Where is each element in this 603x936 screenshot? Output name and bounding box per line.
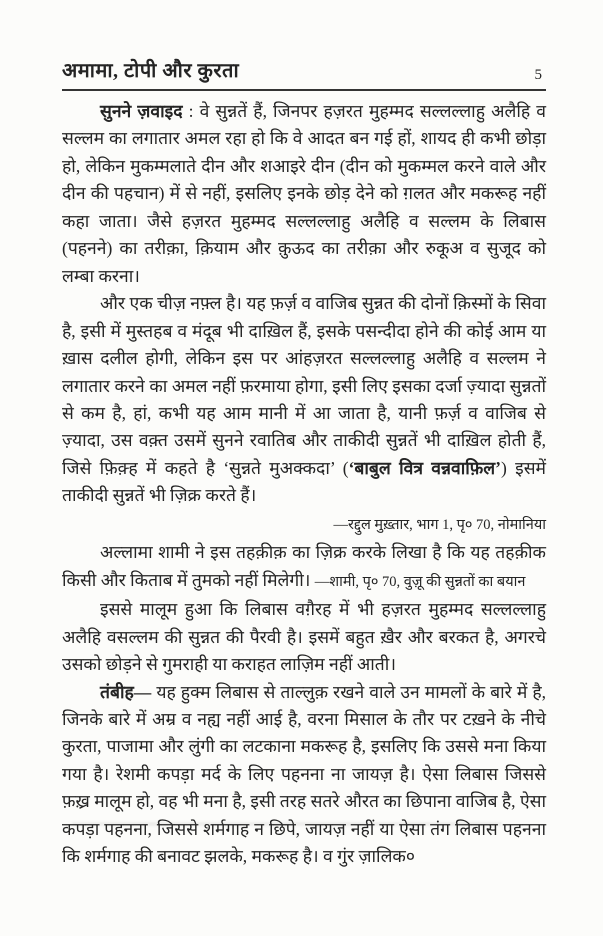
running-title: अमामा, टोपी और कुरता <box>62 60 240 82</box>
paragraph-text: और एक चीज़ नफ़्ल है। यह फ़र्ज़ व वाजिब सुन्नत की दोनों क़िस्मों के सिवा है, इसी में मुस्तहब व मंदूब भी दाख़िल हैं, इसके पसन्दीदा होने की कोई आम या ख़ास दलील होगी, लेकिन इस पर आंहज़रत सल्लल्लाहु अलैहि व सल्लम ने लगातार करने का अमल नहीं फ़रमाया होगा, इसी लिए इसका दर्जा ज़्यादा सुन्नतों से कम है, हां, कभी यह आम मानी में आ जाता है, यानी फ़र्ज़ व वाजिब से ज़्यादा, उस वक़्त उसमें सुनने रवातिब और ताकीदी सुन्नतें भी दाख़िल होती हैं, जिसे फ़िक़्ह में कहते है ‘सुन्नते मुअक्कदा’ ( <box>62 293 546 478</box>
page-body <box>62 98 546 871</box>
citation-inline-text: —शामी, पृ० 70, वुज़ू की सुन्नतों का बयान <box>314 573 526 590</box>
citation-text: —रद्दुल मुख़्तार, भाग 1, पृ० 70, नोमानिया <box>333 516 546 533</box>
paragraph-lead-term: तंबीह— <box>100 681 152 702</box>
page-header <box>62 58 546 84</box>
header-rule <box>62 89 546 91</box>
paragraph-maloom-hua <box>62 596 546 678</box>
paragraph-text: अल्लामा शामी ने इस तहक़ीक़ का ज़िक्र करके लिखा है कि यह तहक़ीक किसी और किताब में तुमको नहीं मिलेगी। <box>62 542 546 590</box>
citation-raddul-mukhtar <box>62 510 546 539</box>
paragraph-allama-shami <box>62 539 546 596</box>
paragraph-lead-term: सुनने ज़वाइद <box>100 101 183 121</box>
paragraph-tambih <box>62 679 546 871</box>
page-number: 5 <box>534 67 542 83</box>
paragraph-sunan-zawaid <box>62 98 546 290</box>
scan-artifact <box>72 822 502 826</box>
paragraph-text: इससे मालूम हुआ कि लिबास वग़ैरह में भी हज़रत मुहम्मद सल्लल्लाहु अलैहि वसल्लम की सुन्नत की पैरवी है। इसमें बहुत ख़ैर और बरकत है, अगरचे उसको छोड़ने से गुमराही या कराहत लाज़िम नहीं आती। <box>62 599 546 675</box>
book-title-emphasis: ‘बाबुल वित्र वन्नवाफ़िल’ <box>348 457 501 478</box>
paragraph-text: : वे सुन्नतें हैं, जिनपर हज़रत मुहम्मद सल्लल्लाहु अलैहि व सल्लम का लगातार अमल रहा हो कि वे आदत बन गई हों, शायद ही कभी छोड़ा हो, लेकिन मुकम्मलाते दीन और शआइरे दीन (दीन को मुकम्मल करने वाले और दीन की पहचान) में से नहीं, इसलिए इनके छोड़ देने को ग़लत और मकरूह नहीं कहा जाता। जैसे हज़रत मुहम्मद सल्लल्लाहु अलैहि व सल्लम के लिबास (पहनने) का तरीक़ा, क़ियाम और क़ुऊद का तरीक़ा और रुकूअ व सुजूद को लम्बा करना। <box>62 101 547 286</box>
paragraph-nafl <box>62 290 546 510</box>
paragraph-text: ) इसमें ताकीदी सुन्नतें भी ज़िक्र करते हैं। <box>62 457 547 506</box>
paragraph-text: यह हुक्म लिबास से ताल्लुक़ रखने वाले उन मामलों के बारे में है, जिनके बारे में अम्र व नह्य नहीं आई है, वरना मिसाल के तौर पर टख़ने के नीचे कुरता, पाजामा और लुंगी का लटकाना मकरूह है, इसलिए कि उससे मना किया गया है। रेशमी कपड़ा मर्द के लिए पहनना ना जायज़ है। ऐसा लिबास जिससे फ़ख़्र मालूम हो, वह भी मना है, इसी तरह सतरे औरत का छिपाना वाजिब है, ऐसा कपड़ा पहनना, जिससे शर्मगाह न छिपे, जायज़ नहीं या ऐसा तंग लिबास पहनना कि शर्मगाह की बनावट झलके, मकरूह है। व गुंर ज़ालिक० <box>62 681 546 867</box>
